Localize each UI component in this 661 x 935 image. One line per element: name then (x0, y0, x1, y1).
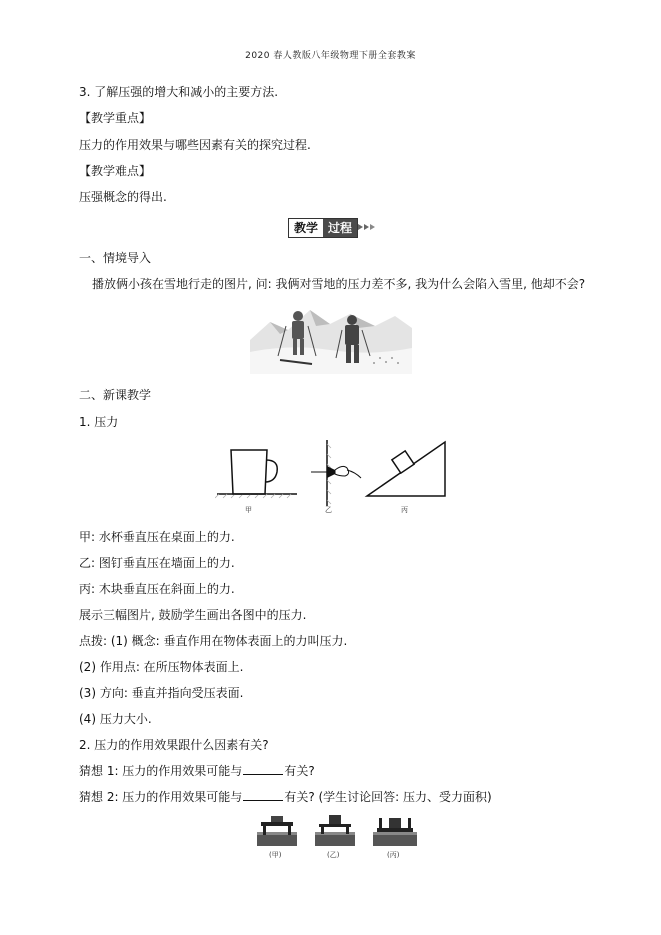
guess-1-prefix: 猜想 1: 压力的作用效果可能与 (79, 764, 243, 778)
figure-label-bing: 丙 (401, 506, 408, 514)
section1-title: 一、情境导入 (79, 251, 152, 265)
guess-2-blank (243, 789, 283, 801)
guess-1 (79, 763, 315, 779)
difficulty-heading: 【教学难点】 (79, 164, 152, 178)
exp-label-jia: (甲) (269, 851, 282, 859)
section2-title: 二、新课教学 (79, 388, 152, 402)
guess-1-suffix: 有关? (284, 764, 315, 778)
exp-label-bing: (丙) (387, 851, 400, 859)
key-point-text: 压力的作用效果与哪些因素有关的探究过程. (79, 138, 311, 152)
section1-text: 播放俩小孩在雪地行走的图片, 问: 我俩对雪地的压力差不多, 我为什么会陷入雪里, 他却不会? (92, 277, 586, 291)
section2-sub2: 2. 压力的作用效果跟什么因素有关? (79, 738, 269, 752)
teaching-process-banner (288, 218, 378, 236)
desc-line-5: 点拨: (1) 概念: 垂直作用在物体表面上的力叫压力. (79, 634, 348, 648)
desc-line-2: 乙: 图钉垂直压在墙面上的力. (79, 556, 235, 570)
guess-2 (79, 789, 492, 805)
double-arrow-icon (358, 223, 378, 231)
exp-label-yi: (乙) (327, 851, 340, 859)
desc-line-8: (4) 压力大小. (79, 712, 152, 726)
desc-line-6: (2) 作用点: 在所压物体表面上. (79, 660, 244, 674)
experiment-figures (253, 812, 421, 860)
figure-label-yi: 乙 (325, 506, 332, 514)
desc-line-4: 展示三幅图片, 鼓励学生画出各图中的压力. (79, 608, 307, 622)
guess-2-prefix: 猜想 2: 压力的作用效果可能与 (79, 790, 243, 804)
objective-3: 3. 了解压强的增大和减小的主要方法. (79, 85, 279, 99)
desc-line-7: (3) 方向: 垂直并指向受压表面. (79, 686, 244, 700)
guess-1-blank (243, 763, 283, 775)
figure-label-jia: 甲 (245, 506, 252, 514)
difficulty-text: 压强概念的得出. (79, 190, 167, 204)
page-header: 2020 春人教版八年级物理下册全套教案 (245, 51, 416, 61)
section2-sub1: 1. 压力 (79, 415, 119, 429)
pressure-force-figures (215, 436, 475, 516)
key-point-heading: 【教学重点】 (79, 111, 152, 125)
snow-children-illustration (250, 300, 412, 374)
guess-2-suffix: 有关? (学生讨论回答: 压力、受力面积) (284, 790, 492, 804)
banner-left-text: 教学 (289, 219, 323, 237)
desc-line-3: 丙: 木块垂直压在斜面上的力. (79, 582, 235, 596)
banner-right-text: 过程 (323, 219, 357, 237)
desc-line-1: 甲: 水杯垂直压在桌面上的力. (79, 530, 235, 544)
